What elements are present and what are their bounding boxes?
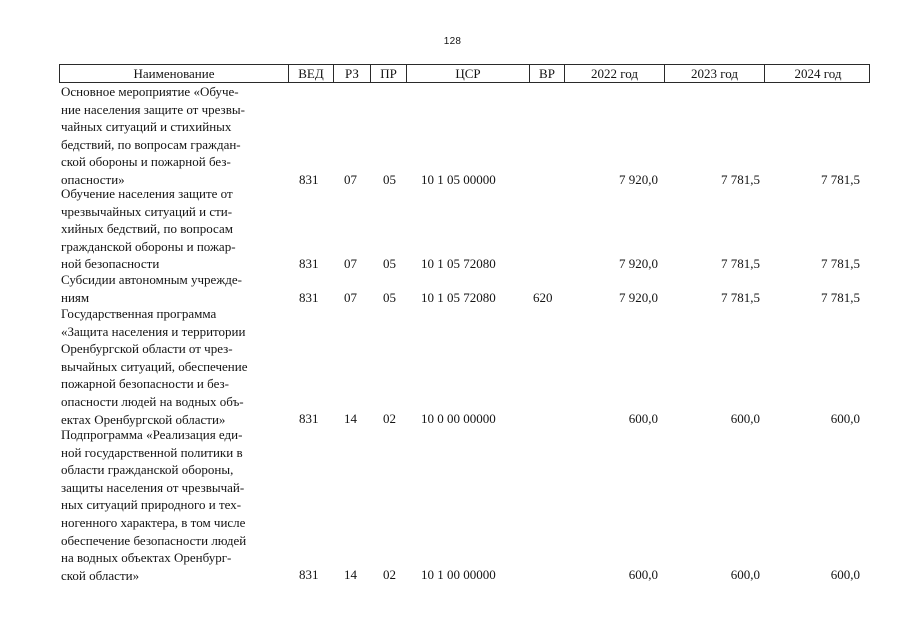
row-ved: 831 (299, 411, 319, 427)
row-pr: 05 (383, 256, 396, 272)
row-2023: 7 781,5 (721, 172, 760, 188)
header-2022: 2022 год (565, 65, 665, 82)
row-rz: 14 (344, 567, 357, 583)
header-ved: ВЕД (289, 65, 334, 82)
row-csr: 10 1 05 72080 (421, 290, 496, 306)
header-2023: 2023 год (665, 65, 765, 82)
row-2023: 600,0 (730, 567, 760, 583)
row-name: Субсидии автономным учрежде- ниям (61, 272, 242, 305)
row-pr: 05 (383, 290, 396, 306)
row-name: Основное мероприятие «Обуче- ние населения защите от чрезвы- чайных ситуаций и стихийных бедствий, по вопросам граждан- ской обороны и пожарной без- опасности» (61, 84, 245, 187)
header-csr: ЦСР (407, 65, 530, 82)
header-pr: ПР (371, 65, 407, 82)
row-2022: 600,0 (628, 411, 658, 427)
row-csr: 10 1 05 72080 (421, 256, 496, 272)
row-2024: 600,0 (830, 411, 860, 427)
row-pr: 02 (383, 411, 396, 427)
table-row (59, 305, 870, 428)
row-2024: 7 781,5 (821, 290, 860, 306)
row-vr: 620 (533, 290, 553, 306)
header-vr: ВР (530, 65, 565, 82)
row-pr: 05 (383, 172, 396, 188)
row-csr: 10 1 00 00000 (421, 567, 496, 583)
row-2022: 7 920,0 (619, 256, 658, 272)
row-2024: 7 781,5 (821, 172, 860, 188)
row-csr: 10 0 00 00000 (421, 411, 496, 427)
row-2022: 7 920,0 (619, 290, 658, 306)
table-row (59, 83, 870, 189)
row-2023: 7 781,5 (721, 290, 760, 306)
row-2023: 600,0 (730, 411, 760, 427)
row-ved: 831 (299, 172, 319, 188)
page-number: 128 (443, 36, 462, 47)
row-rz: 07 (344, 172, 357, 188)
row-2023: 7 781,5 (721, 256, 760, 272)
table-row (59, 426, 870, 584)
row-2024: 600,0 (830, 567, 860, 583)
row-2022: 600,0 (628, 567, 658, 583)
header-rz: РЗ (334, 65, 371, 82)
row-rz: 14 (344, 411, 357, 427)
row-pr: 02 (383, 567, 396, 583)
row-ved: 831 (299, 256, 319, 272)
row-name: Подпрограмма «Реализация еди- ной государственной политики в области гражданской обороны, защиты населения от чрезвычай- ных ситуаций природного и тех- ногенного характера, в том числе обеспечение безопасности людей на водных объектах Оренбург- ской области» (61, 427, 247, 583)
header-name: Наименование (60, 65, 289, 82)
header-2024: 2024 год (794, 66, 842, 81)
row-2024: 7 781,5 (821, 256, 860, 272)
row-ved: 831 (299, 290, 319, 306)
row-ved: 831 (299, 567, 319, 583)
row-2022: 7 920,0 (619, 172, 658, 188)
row-rz: 07 (344, 290, 357, 306)
row-csr: 10 1 05 00000 (421, 172, 496, 188)
row-name: Обучение населения защите от чрезвычайных ситуаций и сти- хийных бедствий, по вопросам гражданской обороны и пожар- ной безопасности (61, 186, 236, 272)
table-row (59, 185, 870, 273)
table-row (59, 271, 870, 307)
row-rz: 07 (344, 256, 357, 272)
row-name: Государственная программа «Защита населения и территории Оренбургской области от чрез- вычайных ситуаций, обеспечение пожарной безопасности и без- опасности людей на водных объ- ектах Оренбургской области» (61, 306, 248, 427)
table-header (59, 64, 870, 83)
